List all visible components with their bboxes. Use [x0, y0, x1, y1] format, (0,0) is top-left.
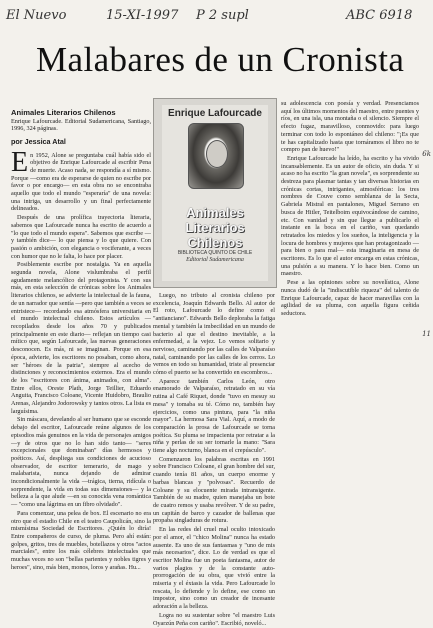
review-meta: Enrique Lafourcade. Editorial Sudamericana, Santiago, 1996, 324 páginas. — [11, 118, 151, 133]
headline: Malabares de un Cronista — [36, 40, 405, 79]
cover-series: BIBLIOTECA QUINTO DE CHILE — [177, 250, 253, 256]
paragraph: Pese a las opiniones sobre su novelística, Alone nunca dudó de la "indiscutible riqueza" del talento de Enrique Lafourcade, capaz de hacer maravillas con la agilidad de su pluma, con aquella figura ceñida seductora. — [281, 279, 419, 317]
paragraph: Sin máscara, develando al ser humano que se esconde debajo del escritor, Lafourcade reúne algunos de los episodios más genuinos en la vida de personajes amigos —y de otros que no lo han sido tanto— "seres excepcionales que dominaban" días hermosos y poéticos. Así, despliega sus condiciones de acucioso observador, de escritor temerario, de mago y malabarista, nunca dejando de admirar incondicionalmente la vida —trágica, tierna, ridícula o sorprendente, la vida en todas sus dimensiones— y la belleza a la que alude —en su conocida vena romántica— "como una lágrima en un fibro olvidado". — [11, 416, 151, 509]
drop-cap: E — [11, 146, 29, 178]
book-cover-image — [153, 98, 277, 288]
portrait-illustration — [188, 123, 244, 189]
margin-mark: 6k — [422, 150, 431, 158]
column-left — [11, 108, 151, 572]
margin-mark: 11 — [422, 330, 431, 338]
portrait-face — [206, 140, 228, 168]
paragraph: n 1952, Alone se preguntaba cuál había sido el objetivo de Enrique Lafourcade al escribir Pena de muerte. Acaso nada, se respondía a sí mismo. Porque —como era de esperarse de quien no escribe por favor o por encargo— en esta obra no se encontraba aquello que todo el mundo "esperaría" de una novela: una intriga, un desarrollo y un final perfectamente delineados. — [11, 151, 151, 213]
paragraph: Luego, no tributo al cronista chileno por excelencia, Joaquín Edwards Bello. Al autor de El roto, Lafourcade lo define como el "antianciano". Edwards Bello deploraba la fatiga mental y también la imbecilidad en un mundo de bacterio al que el destino inevitable, a la enfermedad, a la vejez. Lo vemos solitario y nervioso, caminando por las calles de Valparaíso natal, caminando por las calles de los cerros. Lo vemos en todo su humanidad, triste al presenciar cómo el puerto se ha convertido en escombros... — [153, 292, 275, 377]
paragraph: Comenzaron los palabras escritas en 1991 sobre Francisco Coloane, el gran hombre del sur, cuando tenía 81 años, un cuerpo enorme y barbas blancas y "polvosas". Recuerdo de Coloane y su elocuente mirada intransigente. También de su madre, quien manejaba un bote de cuatro remos y usaba revólver. Y de su padre, un capitán de barco y cazador de ballenas que propaba singladuras de rotura. — [153, 455, 275, 525]
page-note: P 2 supl — [196, 8, 249, 23]
byline: por Jessica Atal — [11, 136, 66, 146]
paragraph: Después de una prolífica trayectoria literaria, sabemos que Lafourcade nunca ha escrito de acuerdo a "lo que todo el mundo espera". Sabemos que escribe —y también dice— lo que piensa y lo que quiere. Con pasión o ambición, con elegancia o vociferante, a veces con humor que no le falta, lo hace por placer. — [11, 214, 151, 260]
cover-title-line1: Animales Literarios — [185, 205, 245, 235]
handwritten-annotation — [6, 2, 426, 30]
paragraph: Enrique Lafourcade ha leído, ha escrito y ha vivido incansablemente. Es un autor de oficio, sin duda. Y si acaso no ha escrito "la gran novela", es sorprendente su destreza para plasmar tantas y tan diversas historias en crónicas cortas, intrigantes, atmosféricas: los tres nombres de Couve como semblanza de la Secta, Gabriela Mistral en pantalones, Miguel Serrano en busca de Hitler, Teitelboim equivocándose de camino, etc. Con vanidad y sin que llegue a publicarlo el instante en la boca en el cariño, van quedando retratados los miedos y los sueños, la inteligencia y la locura de hombres y mujeres que han protagonizado —para bien o para mal— esta imaginaria en mesa de escritores. Es lo que el autor encarga en estas crónicas, una pulsión a su manera. Y lo hace bien. Como un maestro. — [281, 154, 419, 278]
review-title: Animales Literarios Chilenos — [11, 108, 116, 117]
paragraph: Aparece también Carlos León, otro enamorado de Valparaíso, retratado en su vía rutina al Café Riquet, donde "tuvo en mesuy su mesa" y tomaba su té. Cómo no, también hay ejercicios, como una pintura, para "la niña mayor". La hermosa Sara Vial. Aquí, a modo de comparación la prosa de Lafourcade se torna poética. Su pluma se impacienta por retratar a la niña y perlas de su ser tornarle la mano: "Sara tiene algo nocturno, blanca en el crepúsculo". — [153, 377, 275, 455]
cover-title — [162, 205, 268, 250]
paragraph: Para comenzar, una pelea de box. El escenario no era otro que el estadio Chile en el teatro Caupolicán, sino la mismísima Sociedad de Escritores. ¿Quién lo diría! Entre compañeros de curso, de pluma. Pero ahí están: golpes, gritos, tres de muebles, botellazos y otros "actos marciales", entre los más célebres intelectuales que muchas veces no son "bellas parientes y nobles tigres y heroes", sino, más bien, monos, loros y arañas. Hu... — [11, 509, 151, 571]
date-note: 15-XI-1997 — [106, 8, 179, 23]
paragraph: En las redes del cruel mal oculto intoxicado por el amor, el "chico Molina" nunca ha estado ausente. Es uno de sus fantasmas y "uno de mis más necesarios", dice. Lo de verdad es que el escritor Molina fue un poeta fantasma, autor de varios plagios y de la constante auto-prorrogación de su obra, que vivió entre la miseria y el éxtasis la vida. Pero Lafourcade lo rescata, lo defiende y lo define, ese como un impostor, sino como un creador de incesante adoración a la belleza. — [153, 526, 275, 611]
paragraph: su adolescencia con poesía y verdad. Presenciamos aquí los últimos momentos del maestro, entre puentes y ríos, en una isla, una montaña o el silencio. Siempre el efecto fugaz, maravilloso, conmovido: para luego terminar con todo lo espontáneo del chileno: "¡Es que te has capitalizado hasta que tornáramos el libro no te compro pan de huevo!" — [281, 100, 419, 154]
cover-publisher: Editorial Sudamericana — [186, 257, 244, 263]
paragraph: Logra no su sustentar sobre "el maestro Luis Oyarzún Peña con cariño". Escribió, noveló... — [153, 611, 275, 627]
ref-note: ABC 6918 — [346, 8, 413, 23]
column-middle — [153, 292, 275, 628]
source-note: El Nuevo — [6, 8, 67, 23]
cover-title-line2: Chilenos — [187, 235, 243, 250]
column-right — [281, 100, 419, 319]
cover-author: Enrique Lafourcade — [168, 108, 262, 119]
cover-panel — [162, 105, 268, 281]
article-body-left — [11, 146, 151, 572]
paragraph: Posiblemente escribe por nostalgia. Ya en aquella segunda novela, Alone vislumbraba el perfil agudamente melancólico del protagonista. Y con sus más, en esta selección de crónicas sobre los Animales literarios chilenos, se advierte la intelectual de la fauna, de un narrador que sentía —pero que también a veces se entristece— recordando esa atmósfera universitaria en el mundo intelectual chileno. Estos artículos —recopilados desde los años 70 y publicados principalmente en este diario— reflejan un tiempo casi mítico que, según Lafourcade, las nuevas generaciones desconocen. Es más, ni se imaginan. Porque en esa época, advierte, los escritores no posaban, como ahora, ser "héroes de la patria", siempre al acecho de distinciones y reconocimientos externos. Era el mundo de los "escritores con ánima, animados, con alma". Entre ellos, Oreste Plath, Jorge Teillier, Eduardo Anguita, Francisco Coloane, Vicente Huidobro, Braulio Arenas, Alejandro Jodorowsky y tantos otros. La lista es larguísima. — [11, 261, 151, 415]
